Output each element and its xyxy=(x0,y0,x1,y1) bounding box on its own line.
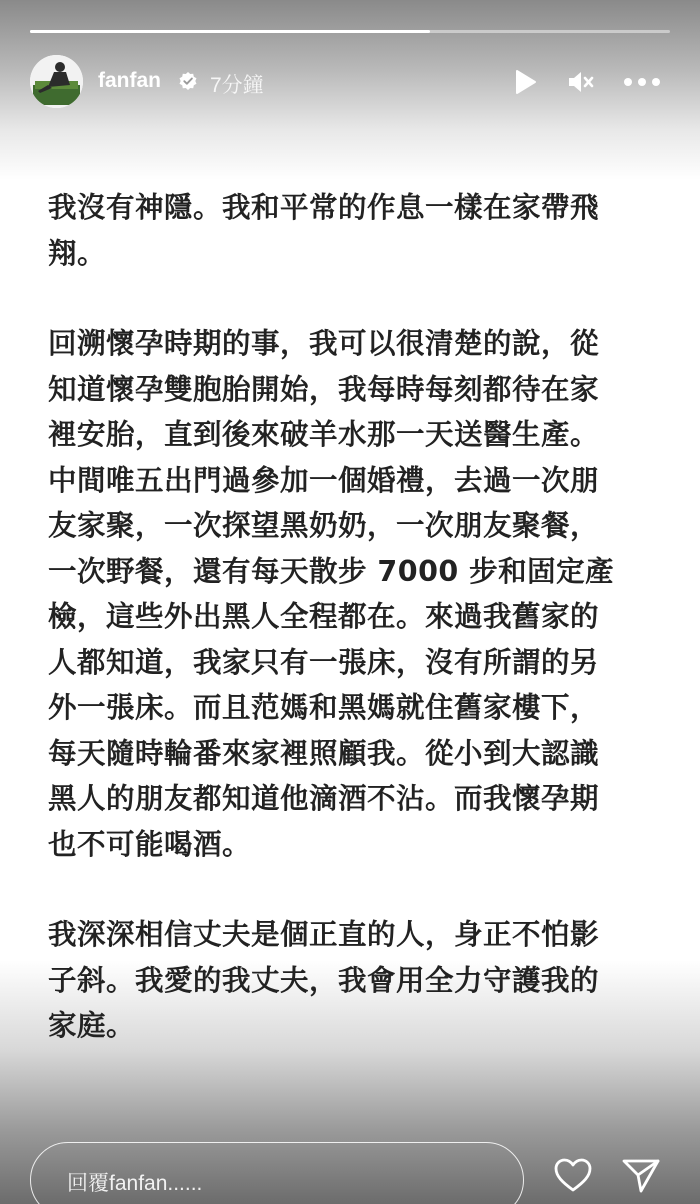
reply-input[interactable] xyxy=(30,1142,524,1204)
heart-icon[interactable] xyxy=(552,1155,594,1195)
story-paragraph-3: 我深深相信丈夫是個正直的人，身正不怕影 子斜。我愛的我丈夫，我會用全力守護我的 家庭。 xyxy=(48,918,600,1042)
story-progress-bar xyxy=(30,30,670,33)
story-paragraph-2: 回溯懷孕時期的事，我可以很清楚的說，從 知道懷孕雙胞胎開始，我每時每刻都待在家 裡安胎，直到後來破羊水那一天送醫生產。 中間唯五出門過參加一個婚禮，去過一次朋 友家聚，一次探望黑奶奶，一次朋友聚餐， 一次野餐，還有每天散步 7000 步和固定產 檢，這些外出黑人全程都在。來過我舊家的 人都知道，我家只有一張床，沒有所謂的另 外一張床。而且范媽和黑媽就住舊家樓下， 每天隨時輪番來家裡照顧我。從小到大認識 黑人的朋友都知道他滴酒不沾。而我懷孕期 也不可能喝酒。 xyxy=(48,327,615,861)
story-text xyxy=(48,185,658,1049)
muted-speaker-icon[interactable] xyxy=(565,67,595,97)
send-icon[interactable] xyxy=(620,1155,662,1195)
reply-placeholder: 回覆fanfan...... xyxy=(67,1172,203,1195)
story-progress-fill xyxy=(30,30,430,33)
story-header xyxy=(30,55,670,110)
avatar-image xyxy=(30,55,83,108)
play-icon[interactable] xyxy=(510,67,540,97)
more-options-icon[interactable] xyxy=(620,67,664,97)
avatar[interactable] xyxy=(30,55,83,108)
story-paragraph-1: 我沒有神隱。我和平常的作息一樣在家帶飛 翔。 xyxy=(48,191,600,270)
post-timestamp: 7分鐘 xyxy=(210,74,264,97)
verified-badge-icon xyxy=(178,71,198,91)
username[interactable]: fanfan xyxy=(98,69,161,92)
